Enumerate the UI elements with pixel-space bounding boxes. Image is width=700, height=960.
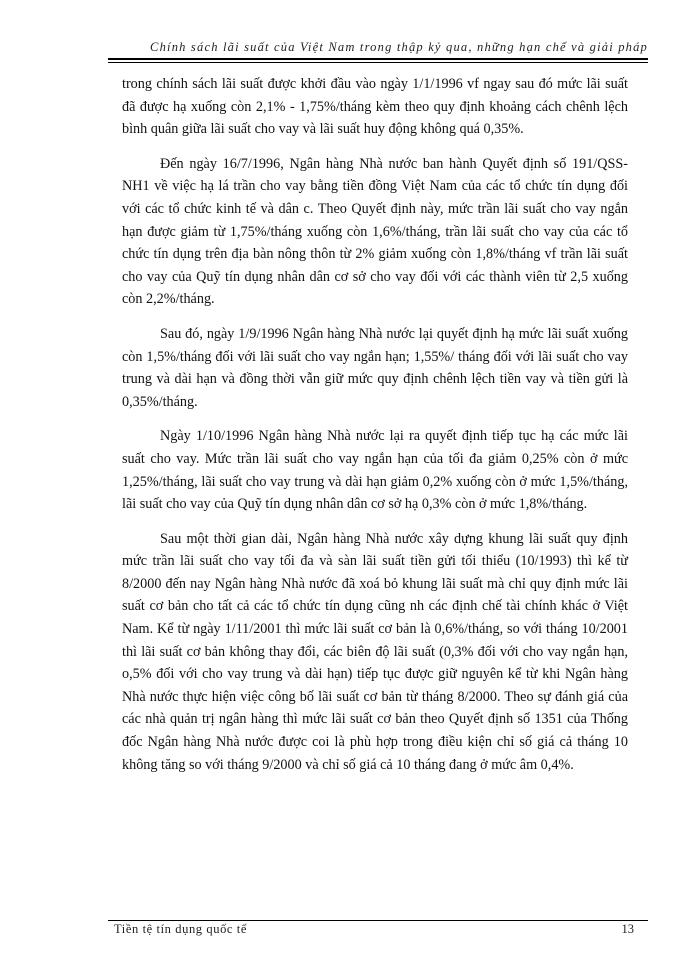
paragraph-2: Đến ngày 16/7/1996, Ngân hàng Nhà nước ban hành Quyết định số 191/QSS-NH1 về việc hạ lá trần cho vay bằng tiền đồng Việt Nam của các tổ chức tín dụng đối với các tổ chức kinh tế và dân c. Theo Quyết định này, mức trần lãi suất cho vay ngắn hạn được giảm từ 1,75%/tháng xuống còn 1,6%/tháng, trần lãi suất cho vay của các tổ chức tín dụng trên địa bàn nông thôn từ 2% giảm xuống còn 1,8%/tháng vf trần lãi suất cho vay của Quỹ tín dụng nhân dân cơ sở cho vay đối với các thành viên từ 2,5 xuống còn 2,2%/tháng. xyxy=(122,155,628,308)
footer-rule xyxy=(108,920,648,921)
header-rule-thin xyxy=(108,62,648,63)
paragraph-4: Ngày 1/10/1996 Ngân hàng Nhà nước lại ra quyết định tiếp tục hạ các mức lãi suất cho vay. Mức trần lãi suất cho vay ngắn hạn của tối đa giảm 0,25% còn ở mức 1,25%/tháng, lãi suất cho vay trung và dài hạn giảm 0,2% xuống còn ở mức 1,5%/tháng, lãi suất cho vay của Quỹ tín dụng nhân dân cơ sở hạ 0,3% còn ở mức 1,8%/tháng. xyxy=(122,428,628,513)
running-title: Chính sách lãi suất của Việt Nam trong thập kỷ qua, những hạn chế và giải pháp xyxy=(150,40,648,54)
paragraph-3: Sau đó, ngày 1/9/1996 Ngân hàng Nhà nước lại quyết định hạ mức lãi suất xuống còn 1,5%/tháng đối với lãi suất cho vay ngắn hạn; 1,55%/ tháng đối với lãi suất cho vay trung và dài hạn và đồng thời vẫn giữ mức quy định chênh lệch tiền vay và tiền gửi là 0,35%/tháng. xyxy=(122,325,628,410)
paragraph-1: trong chính sách lãi suất được khởi đầu vào ngày 1/1/1996 vf ngay sau đó mức lãi suất đã được hạ xuống còn 2,1% - 1,75%/tháng kèm theo quy định khoảng cách chênh lệch bình quân giữa lãi suất cho vay và lãi suất huy động không quá 0,35%. xyxy=(122,76,628,138)
footer-course-title: Tiền tệ tín dụng quốc tế xyxy=(114,922,248,936)
page-header xyxy=(108,38,648,64)
header-rule-thick xyxy=(108,58,648,60)
page-footer xyxy=(108,920,648,944)
paragraph-5: Sau một thời gian dài, Ngân hàng Nhà nước xây dựng khung lãi suất quy định mức trần lãi suất cho vay tối đa và sàn lãi suất tiền gửi tối thiểu (10/1993) thì kể từ 8/2000 đến nay Ngân hàng Nhà nước đã xoá bỏ khung lãi suất mà chỉ quy định mức lãi suất cơ bản cho tất cả các tổ chức tín dụng cũng nh các định chế tài chính khác ở Việt Nam. Kể từ ngày 1/11/2001 thì mức lãi suất cơ bản là 0,6%/tháng, so với tháng 10/2001 thì lãi suất cơ bản không thay đổi, các biên độ lãi suất (0,3% đối với cho vay ngắn hạn, o,5% đối với cho vay trung và dài hạn) tiếp tục được giữ nguyên kể từ khi Ngân hàng Nhà nước thực hiện việc công bố lãi suất cơ bản từ tháng 8/2000. Theo sự đánh giá của các nhà quản trị ngân hàng thì mức lãi suất cơ bản theo Quyết định số 1351 của Thống đốc Ngân hàng Nhà nước được coi là phù hợp trong điều kiện chỉ số giá cả tháng 10 không tăng so với tháng 9/2000 và chỉ số giá cả 10 tháng đang ở mức âm 0,4%. xyxy=(122,530,628,773)
page-number: 13 xyxy=(621,922,634,936)
body-text xyxy=(122,73,628,788)
